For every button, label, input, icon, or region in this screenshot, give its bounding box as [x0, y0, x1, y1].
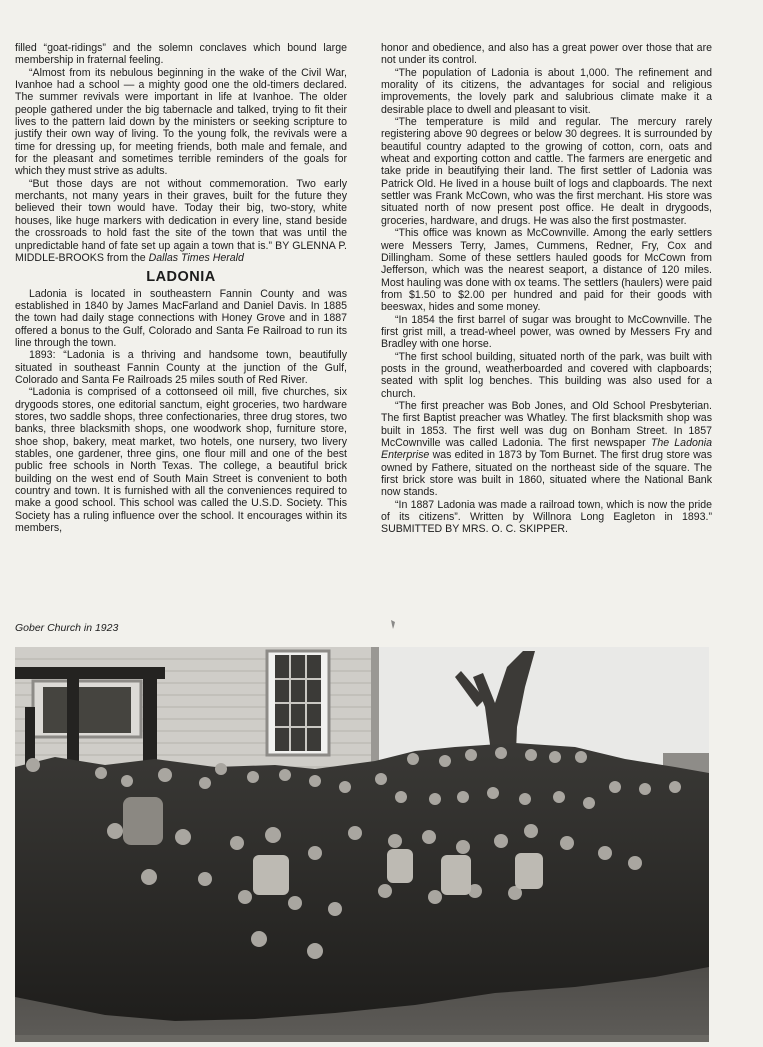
paragraph-ivanhoe-school: “Almost from its nebulous beginning in the wake of the Civil War, Ivanhoe had a school — a mighty good one the old-timers declared. The summer revivals were important in life at Ivanhoe. The older people gathered under the big tabernacle and talked, trying to fit their lives to the pattern laid down by the ministers or seeking scripture to justify their own way of living. To the young folk, the revivals were a time for dressing up, for meeting friends, both male and female, and for the pleasant and sometimes terrible reminders of the goals for which they must strive as adults. [15, 66, 347, 178]
paragraph-railroad: “In 1887 Ladonia was made a railroad town, which is now the pride of its citizens”. Written by Willnora Long Eagleton in 1893.” SUBMITTED BY MRS. O. C. SKIPPER. [381, 498, 712, 536]
paragraph-population: “The population of Ladonia is about 1,000. The refinement and morality of its citizens, the advantages for social and religious improvements, the lovely park and salubrious climate make it a desirable place to dwell and pleasant to visit. [381, 66, 712, 116]
paragraph-honor: honor and obedience, and also has a great power over those that are not under its control. [381, 42, 712, 67]
paragraph-ladonia-businesses: “Ladonia is comprised of a cottonseed oil mill, five churches, six drygoods stores, one editorial sanctum, eight groceries, two hardware stores, two saddle shops, three confectionaries, three drug stores, two banks, three blacksmith shops, one woodwork shop, furniture store, shoe shop, bakery, meat market, two hotels, one nursery, two livery stables, one gardener, three gins, one flour mill and one of the best public free schools in North Texas. The college, a beautiful brick building on the west end of South Main Street is convenient to both country and town. It is furnished with all the conveniences required to make a good school. This school was called the U.S.D. Society. This Society has a ruling influence over the school. It encourages within its members, [15, 386, 347, 535]
paragraph-commemoration [15, 178, 347, 264]
source-newspaper: Dallas Times Herald [148, 251, 244, 264]
newspaper-name: The Ladonia Enterprise [381, 437, 712, 462]
right-column [381, 42, 712, 536]
section-title-ladonia: LADONIA [146, 269, 216, 286]
paragraph-temperature: “The temperature is mild and regular. The mercury rarely registering above 90 degrees or below 30 degrees. It is surrounded by beautiful country adapted to the growing of cotton, corn, oats and wheat and exporting cotton and cattle. The farmers are energetic and take pride in beautifying their land. The first settler of Ladonia was Patrick Old. He lived in a house built of logs and clapboards. The next settler was Frank McCown, who was the first merchant. His store was situated north of now present post office. He dealt in drygoods, groceries, hardware, and drugs. He was also the first postmaster. [381, 116, 712, 227]
gober-church-photo [15, 647, 709, 1042]
church-window-right [267, 651, 329, 755]
photo-illustration [15, 647, 709, 1042]
paragraph-mccownville: “This office was known as McCownville. Among the early settlers were Messers Terry, James, Cummens, Redner, Fry, Cox and Dillingham. Some of these settlers hauled goods for McCown from Jefferson, which was the nearest seaport, a distance of 120 miles. Most hauling was done with ox teams. The settlers (haulers) were paid from $1.50 to $2.00 per hundred and paid for their goods with beeswax, hides and some money. [381, 227, 712, 314]
church-window-left [33, 681, 141, 737]
paragraph-goat-ridings: filled “goat-ridings” and the solemn conclaves which bound large membership in fraternal feeling. [15, 42, 347, 67]
paragraph-preacher [381, 400, 712, 499]
paragraph-first-school: “The first school building, situated north of the park, was built with posts in the ground, weatherboarded and covered with clapboards; seated with split log benches. This building was also used for a church. [381, 350, 712, 400]
paragraph-sugar: “In 1854 the first barrel of sugar was brought to McCownville. The first grist mill, a tread-wheel power, was owned by Messers Fry and Bradley with one horse. [381, 313, 712, 351]
paper-speck [390, 619, 396, 630]
preacher-text-after: was edited in 1873 by Tom Burnet. The first drug store was owned by Fathere, situated on the northeast side of the square. The first brick store was built in 1860, situated where the National Bank now stands. [381, 449, 712, 499]
paragraph-ladonia-location: Ladonia is located in southeastern Fannin County and was established in 1840 by James MacFarland and Daniel Davis. In 1885 the town had daily stage connections with Honey Grove and in 1887 offered a bonus to the Gulf, Colorado and Santa Fe Railroad to run its line through the town. [15, 287, 347, 349]
paragraph-1893: 1893: “Ladonia is a thriving and handsome town, beautifully situated in southeast Fannin County at the junction of the Gulf, Colorado and Santa Fe Railroads 25 miles south of Red River. [15, 349, 347, 386]
crowd [15, 743, 709, 1021]
left-column [15, 42, 347, 534]
commemoration-text: “But those days are not without commemoration. Two early merchants, not many years in their graves, built for the future they believed their town would have. Today their big, two-story, white houses, like huge markers with dedication in every line, stand beside the crossroads to hold fast the site of the town that was until the unpredictable hand of fate set up again a town that is.” BY GLENNA P. MIDDLE-BROOKS from the [15, 177, 347, 264]
preacher-text-before: “The first preacher was Bob Jones, and Old School Presbyterian. The first Baptist preacher was Whatley. The first blacksmith shop was built in 1853. The first well was dug on Bonham Street. In 1857 McCownville was called Ladonia. The first newspaper [381, 399, 712, 449]
photo-caption: Gober Church in 1923 [15, 622, 119, 634]
